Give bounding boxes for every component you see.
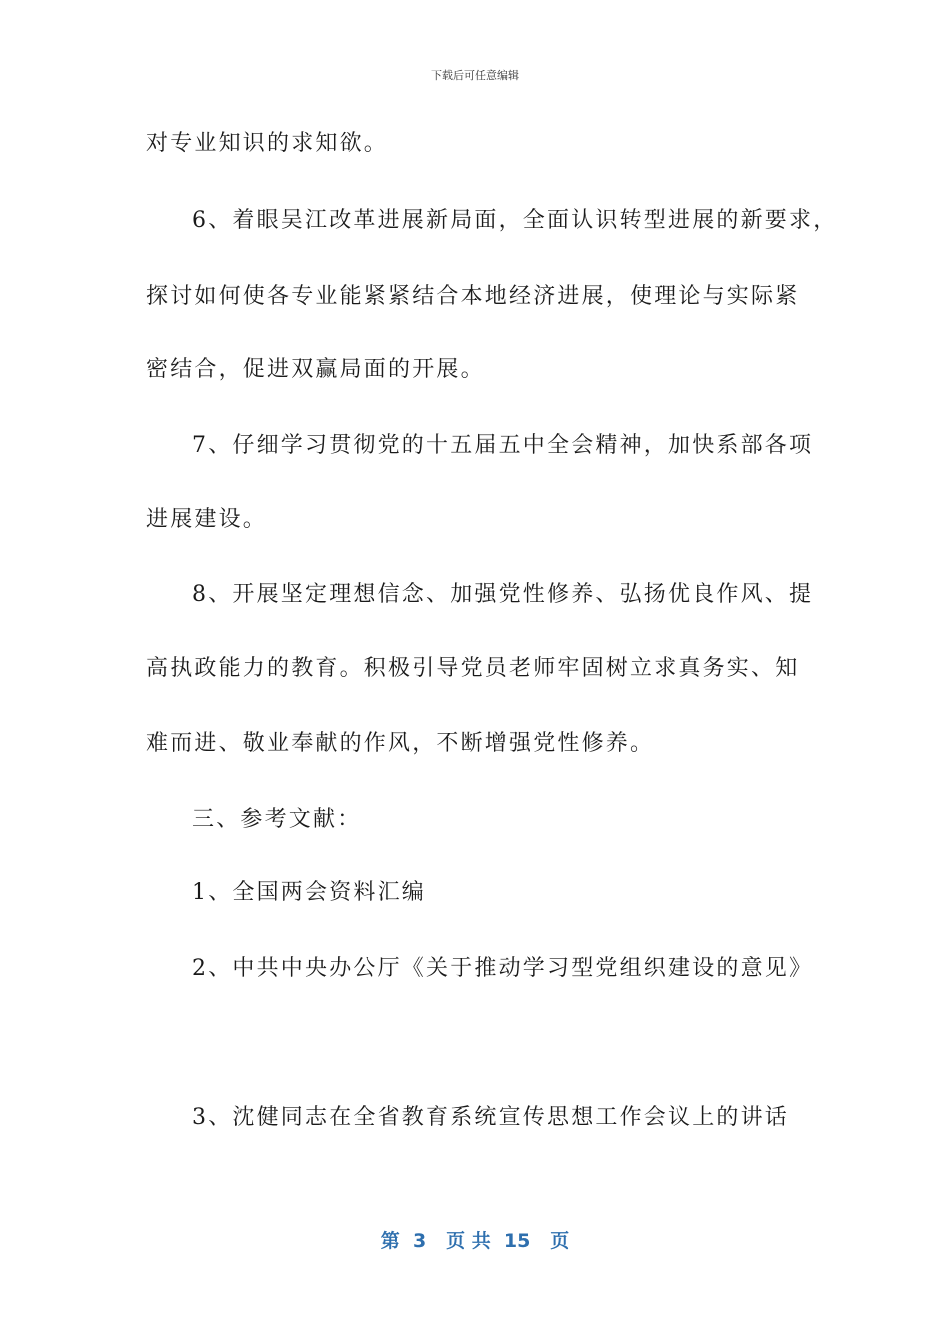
paragraph-line: 难而进、敬业奉献的作风，不断增强党性修养。 [146,731,655,756]
reference-item: 2、中共中央办公厅《关于推动学习型党组织建设的意见》 [192,956,814,981]
page-footer: 第 3 页 共 15 页 [380,1230,570,1252]
section-heading: 三、参考文献： [192,807,362,832]
paragraph-line: 探讨如何使各专业能紧紧结合本地经济进展，使理论与实际紧 [146,284,800,309]
paragraph-line: 高执政能力的教育。积极引导党员老师牢固树立求真务实、知 [146,656,800,681]
paragraph-line: 8、开展坚定理想信念、加强党性修养、弘扬优良作风、提 [192,582,814,607]
page-header: 下载后可任意编辑 [431,69,519,82]
paragraph-line: 7、仔细学习贯彻党的十五届五中全会精神，加快系部各项 [192,433,814,458]
paragraph-line: 对专业知识的求知欲。 [146,131,389,156]
reference-item: 3、沈健同志在全省教育系统宣传思想工作会议上的讲话 [192,1105,789,1130]
paragraph-line: 6、着眼吴江改革进展新局面，全面认识转型进展的新要求， [192,208,838,233]
reference-item: 1、全国两会资料汇编 [192,880,426,905]
paragraph-line: 进展建设。 [146,507,268,532]
paragraph-line: 密结合，促进双赢局面的开展。 [146,357,485,382]
